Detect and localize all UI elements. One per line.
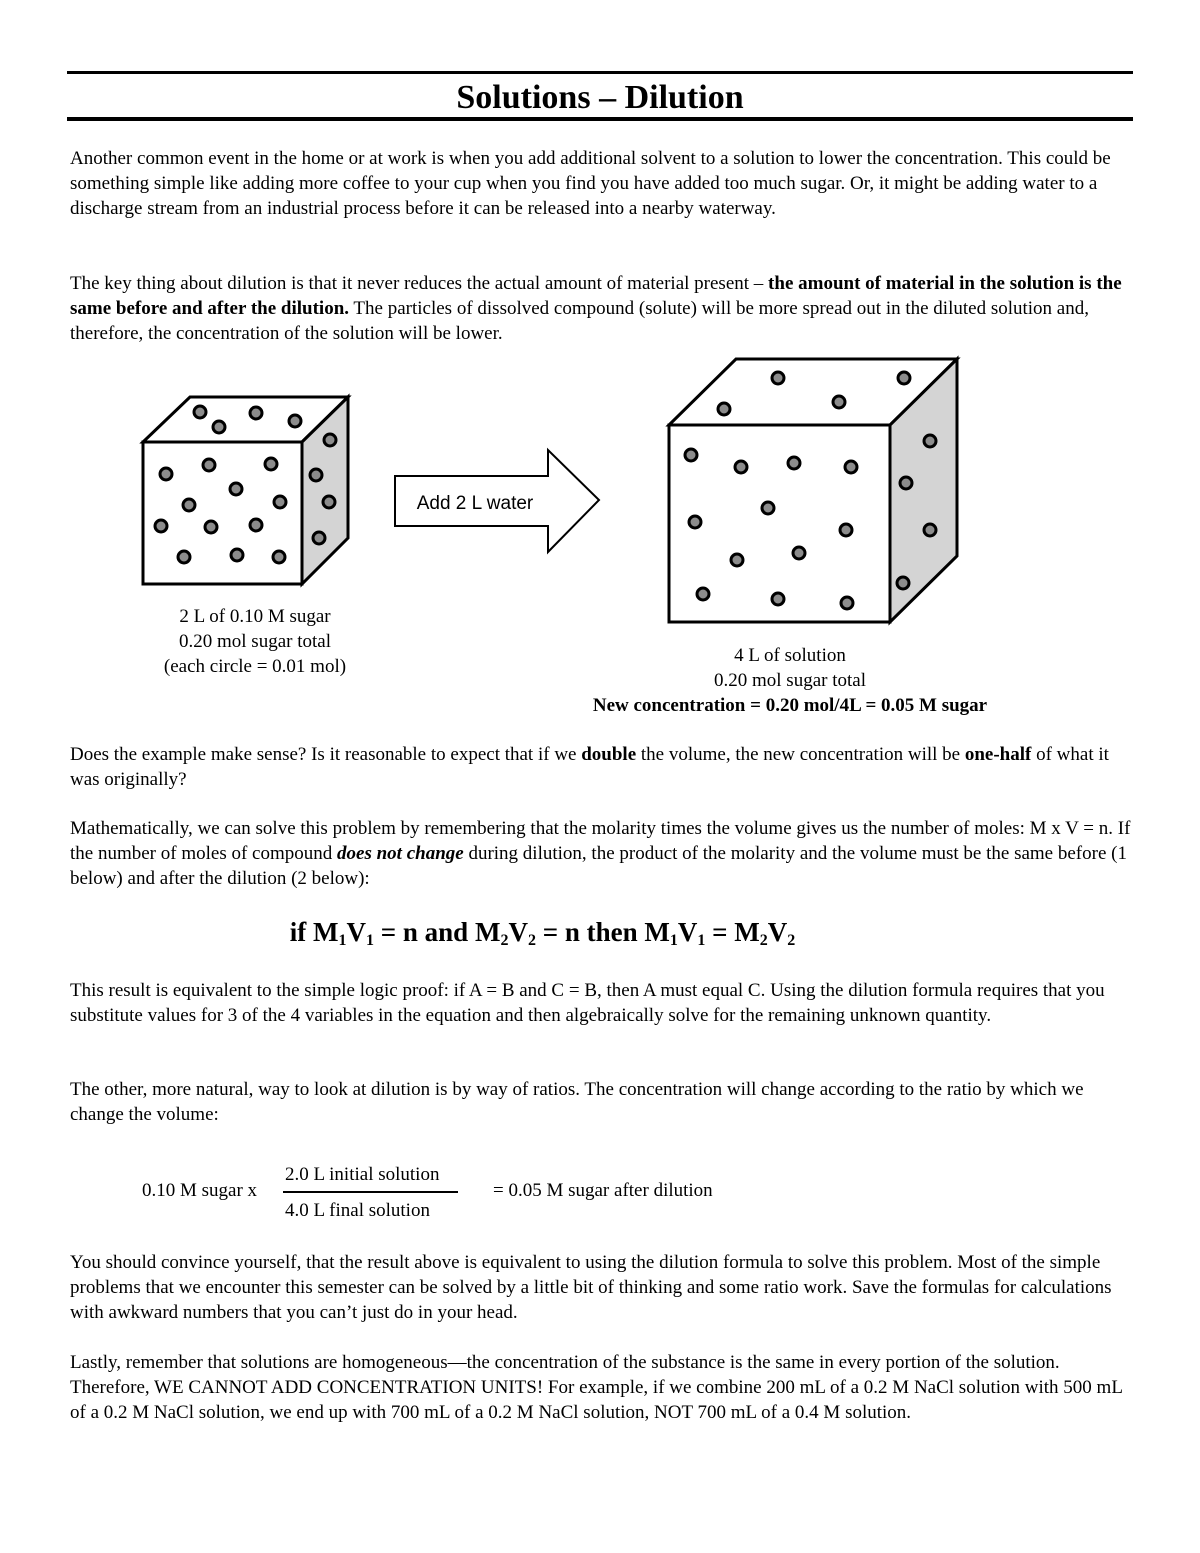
sugar-dot [845, 461, 857, 473]
sugar-dot [718, 403, 730, 415]
ratio-result: = 0.05 M sugar after dilution [493, 1180, 713, 1201]
sugar-dot [203, 459, 215, 471]
sense-text: Does the example make sense? Is it reasonable to expect that if we [70, 744, 582, 765]
sugar-dot [160, 468, 172, 480]
sugar-dot [265, 458, 277, 470]
sugar-dot [841, 597, 853, 609]
math-paragraph [70, 816, 1132, 891]
sugar-dot [323, 496, 335, 508]
left-caption-line: 2 L of 0.10 M sugar [179, 606, 331, 627]
ratio-intro-paragraph: The other, more natural, way to look at dilution is by way of ratios. The concentration will change according to the ratio by which we change the volume: [70, 1079, 1084, 1125]
sugar-dot [155, 520, 167, 532]
arrow-label: Add 2 L water [416, 493, 534, 514]
sugar-dot [772, 593, 784, 605]
left-caption-line: 0.20 mol sugar total [179, 631, 331, 652]
right-caption-line: 4 L of solution [734, 645, 846, 666]
left-caption [120, 604, 390, 679]
large-cube [669, 359, 957, 622]
fraction-bar [283, 1191, 458, 1193]
sugar-dot [772, 372, 784, 384]
sugar-dot [310, 469, 322, 481]
math-text: Mathematically, we can solve this problem by remembering that the molarity times the volume gives us the number of moles: M x V = n. If the number of moles of compound [70, 818, 1131, 864]
sugar-dot [833, 396, 845, 408]
logic-paragraph: This result is equivalent to the simple logic proof: if A = B and C = B, then A must equal C. Using the dilution formula requires that you substitute values for 3 of the 4 variables in the equation and then algebraically solve for the remaining unknown quantity. [70, 980, 1105, 1026]
sugar-dot [250, 519, 262, 531]
sugar-dot [313, 532, 325, 544]
sugar-dot [689, 516, 701, 528]
ratio-left: 0.10 M sugar x [142, 1180, 258, 1201]
right-caption [540, 643, 1040, 718]
sense-check-paragraph [70, 742, 1132, 792]
sugar-dot [924, 435, 936, 447]
sugar-dot [735, 461, 747, 473]
sugar-dot [793, 547, 805, 559]
key-point-bold: the amount of material in the solution is the same before and after the dilution. [70, 273, 1122, 319]
sugar-dot [324, 434, 336, 446]
sugar-dot [685, 449, 697, 461]
math-emphasis: does not change [337, 843, 464, 864]
page-title: Solutions – Dilution [456, 79, 744, 116]
sugar-dot [231, 549, 243, 561]
sugar-dot [897, 577, 909, 589]
ratio-numerator: 2.0 L initial solution [285, 1164, 440, 1185]
sugar-dot [898, 372, 910, 384]
sugar-dot [697, 588, 709, 600]
right-caption-line: 0.20 mol sugar total [714, 670, 866, 691]
sugar-dot [762, 502, 774, 514]
sugar-dot [289, 415, 301, 427]
ratio-denominator: 4.0 L final solution [285, 1200, 430, 1221]
homogeneous-paragraph: Lastly, remember that solutions are homogeneous—the concentration of the substance is the same in every portion of the solution. Therefore, WE CANNOT ADD CONCENTRATION UNITS! For example, if we combine 200 mL of a 0.2 M NaCl solution with 500 mL of a 0.2 M NaCl solution, we end up with 700 mL of a 0.2 M NaCl solution, NOT 700 mL of a 0.4 M solution. [70, 1352, 1123, 1423]
small-cube [143, 397, 348, 584]
sense-bold-half: one-half [964, 744, 1032, 765]
sugar-dot [178, 551, 190, 563]
key-point-text: The key thing about dilution is that it never reduces the actual amount of material present – [70, 273, 769, 294]
left-caption-line: (each circle = 0.01 mol) [163, 656, 347, 677]
sugar-dot [230, 483, 242, 495]
sugar-dot [213, 421, 225, 433]
sugar-dot [273, 551, 285, 563]
sense-text: of what it was originally? [70, 744, 1109, 790]
sense-bold-double: double [581, 744, 637, 765]
sugar-dot [731, 554, 743, 566]
sugar-dot [900, 477, 912, 489]
sugar-dot [183, 499, 195, 511]
sugar-dot [840, 524, 852, 536]
new-concentration: New concentration = 0.20 mol/4L = 0.05 M sugar [592, 695, 988, 716]
math-text: during dilution, the product of the molarity and the volume must be the same before (1 below) and after the dilution (2 below): [70, 843, 1127, 889]
sense-text: the volume, the new concentration will be [636, 744, 965, 765]
key-point-text-end: The particles of dissolved compound (solute) will be more spread out in the diluted solution and, therefore, the concentration of the solution will be lower. [70, 298, 1089, 344]
sugar-dot [788, 457, 800, 469]
sugar-dot [250, 407, 262, 419]
intro-paragraph: Another common event in the home or at work is when you add additional solvent to a solution to lower the concentration. This could be something simple like adding more coffee to your cup when you find you have added too much sugar. Or, it might be adding water to a discharge stream from an industrial process before it can be released into a nearby waterway. [70, 148, 1111, 219]
dilution-equation: if $M_1V_1 = n$ and $M_2V_2 = n$ then $M_1V_1 = M_2V_2$ [289, 917, 796, 949]
sugar-dot [205, 521, 217, 533]
sugar-dot [194, 406, 206, 418]
convince-paragraph: You should convince yourself, that the result above is equivalent to using the dilution formula to solve this problem. Most of the simple problems that we encounter this semester can be solved by a little bit of thinking and some ratio work. Save the formulas for calculations with awkward numbers that you can’t just do in your head. [70, 1252, 1112, 1323]
sugar-dot [274, 496, 286, 508]
sugar-dot [924, 524, 936, 536]
